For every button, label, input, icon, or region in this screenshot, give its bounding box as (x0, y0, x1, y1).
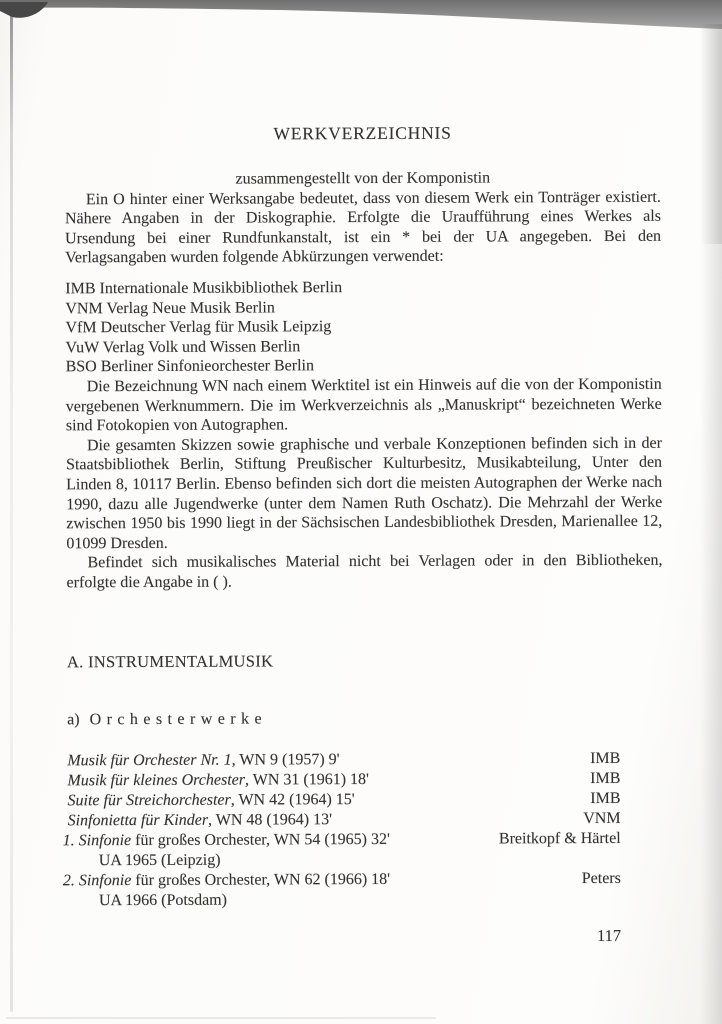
work-title: 2. Sinfonie (62, 872, 132, 890)
work-details: für großes Orchester, WN 54 (1965) 32' (131, 830, 390, 850)
work-details: , WN 42 (1964) 15' (230, 791, 355, 809)
paragraph-material-note: Befindet sich musikalisches Material nicht bei Verlagen oder in den Bibliotheken, erfolgte die Angabe in ( ). (66, 551, 663, 592)
work-entry (62, 830, 474, 872)
page-subtitle: zusammengestellt von der Komponistin (235, 169, 491, 188)
work-row (68, 809, 664, 832)
work-publisher: VNM (583, 809, 621, 828)
page-title: WERKVERZEICHNIS (273, 122, 452, 144)
scan-edge-bottom-line (6, 1017, 436, 1019)
paragraph-intro: Ein O hinter einer Werksangabe bedeutet, dass von diesem Werk ein Tonträger existiert. Nähere Angaben in der Diskographie. Erfolgte die Uraufführung eines Werkes als Ursendung bei einer Rundfunkanstalt, ist ein * bei der UA angegeben. Bei den Verlagsangaben wurden folgende Abkürzungen verwendet: (64, 188, 662, 267)
work-details: für großes Orchester, WN 62 (1966) 18' (131, 870, 391, 890)
abbreviation-list (65, 277, 661, 378)
work-details: , WN 9 (1957) 9' (231, 751, 340, 769)
work-title: Sinfonietta für Kinder (67, 811, 209, 830)
works-list (62, 749, 664, 912)
work-publisher: IMB (590, 769, 621, 788)
work-publisher: Breitkopf & Härtel (498, 829, 621, 848)
subsection-orchesterwerke (67, 708, 663, 730)
paragraph-archives: Die gesamten Skizzen sowie graphische und verbale Konzeptionen befinden sich in der Staatsbibliothek Berlin, Stiftung Preußischer Kulturbesitz, Musikabteilung, Unter den Linden 8, 10117 Berlin. Ebenso befinden sich dort die meisten Autographen der Werke nach 1990, dazu alle Jugendwerke (unter dem Namen Ruth Oschatz). Die Mehrzahl der Werke zwischen 1950 bis 1990 liegt in der Sächsischen Landesbibliothek Dresden, Marienallee 12, 01099 Dresden. (65, 434, 663, 552)
abbreviation-item: IMB Internationale Musikbibliothek Berlin (65, 279, 343, 298)
work-details: , WN 31 (1961) 18' (244, 771, 369, 789)
work-title: Musik für Orchester Nr. 1 (67, 751, 232, 770)
work-row (67, 789, 663, 812)
work-premiere: UA 1966 (Potsdam) (98, 891, 227, 910)
work-entry (68, 810, 474, 832)
paragraph-wn-note: Die Bezeichnung WN nach einem Werktitel ist ein Hinweis auf die von der Komponistin vergebenen Werknummern. Die im Werkverzeichnis als „Manuskript“ bezeichneten Werke sind Fotokopien von Autographen. (65, 375, 662, 435)
abbreviation-item: VfM Deutscher Verlag für Musik Leipzig (65, 318, 332, 337)
work-entry (62, 870, 474, 912)
abbreviation-item: BSO Berliner Sinfonieorchester Berlin (65, 357, 315, 376)
page-number: 117 (596, 925, 622, 946)
work-entry (67, 750, 473, 772)
work-publisher: IMB (590, 789, 621, 808)
work-publisher: IMB (590, 749, 621, 768)
abbreviation-item: VuW Verlag Volk und Wissen Berlin (65, 338, 301, 357)
abbreviation-item: VNM Verlag Neue Musik Berlin (65, 298, 275, 317)
work-entry (67, 770, 473, 792)
work-row (67, 749, 663, 772)
subsection-title: Orchesterwerke (89, 710, 268, 729)
work-publisher: Peters (581, 869, 621, 888)
work-title: Musik für kleines Orchester (67, 771, 246, 790)
subsection-label: a) (67, 711, 80, 729)
work-premiere: UA 1965 (Leipzig) (98, 851, 221, 870)
work-row (62, 829, 664, 872)
work-row (62, 869, 664, 912)
work-title: Suite für Streichorchester (67, 791, 231, 810)
work-entry (67, 790, 473, 812)
work-details: , WN 48 (1964) 13' (207, 811, 332, 829)
section-heading-instrumentalmusik: A. INSTRUMENTALMUSIK (66, 651, 274, 672)
work-row (67, 769, 663, 792)
work-title: 1. Sinfonie (62, 832, 132, 850)
